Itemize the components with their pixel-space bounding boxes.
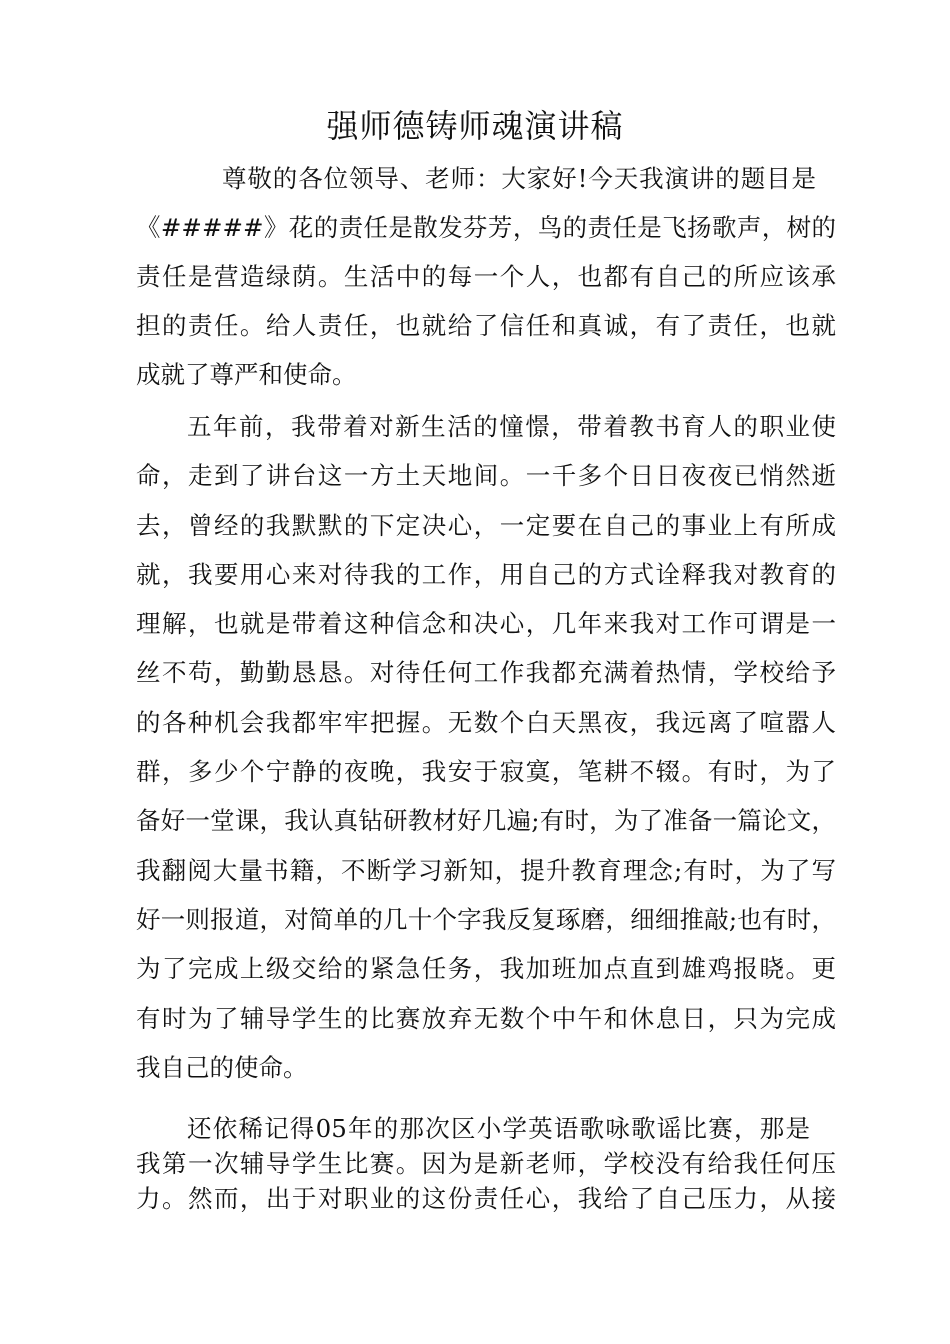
paragraph-2-line: 的各种机会我都牢牢把握。无数个白天黑夜，我远离了喧嚣人: [136, 708, 836, 737]
paragraph-2-line: 理解，也就是带着这种信念和决心，几年来我对工作可谓是一: [136, 609, 836, 638]
paragraph-2-line: 就，我要用心来对待我的工作，用自己的方式诠释我对教育的: [136, 560, 836, 589]
paragraph-1-line: 尊敬的各位领导、老师：大家好!今天我演讲的题目是: [222, 164, 816, 193]
paragraph-1-line: 成就了尊严和使命。: [136, 360, 357, 389]
paragraph-2-line: 好一则报道，对简单的几十个字我反复琢磨，细细推敲;也有时，: [136, 905, 836, 934]
paragraph-2-line: 备好一堂课，我认真钻研教材好几遍;有时，为了准备一篇论文，: [136, 806, 836, 835]
paragraph-2-line: 去，曾经的我默默的下定决心，一定要在自己的事业上有所成: [136, 511, 836, 540]
paragraph-1-line: 《#####》花的责任是散发芬芳，鸟的责任是飞扬歌声，树的: [136, 213, 836, 242]
document-title: 强师德铸师魂演讲稿: [326, 107, 624, 145]
paragraph-3-line: 我第一次辅导学生比赛。因为是新老师，学校没有给我任何压: [136, 1149, 836, 1178]
paragraph-2-line: 我翻阅大量书籍，不断学习新知，提升教育理念;有时，为了写: [136, 856, 836, 885]
paragraph-2-line: 为了完成上级交给的紧急任务，我加班加点直到雄鸡报晓。更: [136, 954, 836, 983]
paragraph-1-line: 责任是营造绿荫。生活中的每一个人，也都有自己的所应该承: [136, 262, 836, 291]
paragraph-2-line: 有时为了辅导学生的比赛放弃无数个中午和休息日，只为完成: [136, 1004, 836, 1033]
paragraph-2-line: 丝不苟，勤勤恳恳。对待任何工作我都充满着热情，学校给予: [136, 658, 836, 687]
paragraph-2-line: 命，走到了讲台这一方土天地间。一千多个日日夜夜已悄然逝: [136, 461, 836, 490]
paragraph-2-line: 五年前，我带着对新生活的憧憬，带着教书育人的职业使: [187, 412, 836, 441]
paragraph-1-line: 担的责任。给人责任，也就给了信任和真诚，有了责任，也就: [136, 311, 836, 340]
paragraph-3-line: 还依稀记得05年的那次区小学英语歌咏歌谣比赛，那是: [187, 1114, 810, 1143]
paragraph-2-line: 我自己的使命。: [136, 1053, 308, 1082]
paragraph-2-line: 群，多少个宁静的夜晚，我安于寂寞，笔耕不辍。有时，为了: [136, 757, 836, 786]
paragraph-3-line: 力。然而，出于对职业的这份责任心，我给了自己压力，从接: [136, 1184, 836, 1213]
